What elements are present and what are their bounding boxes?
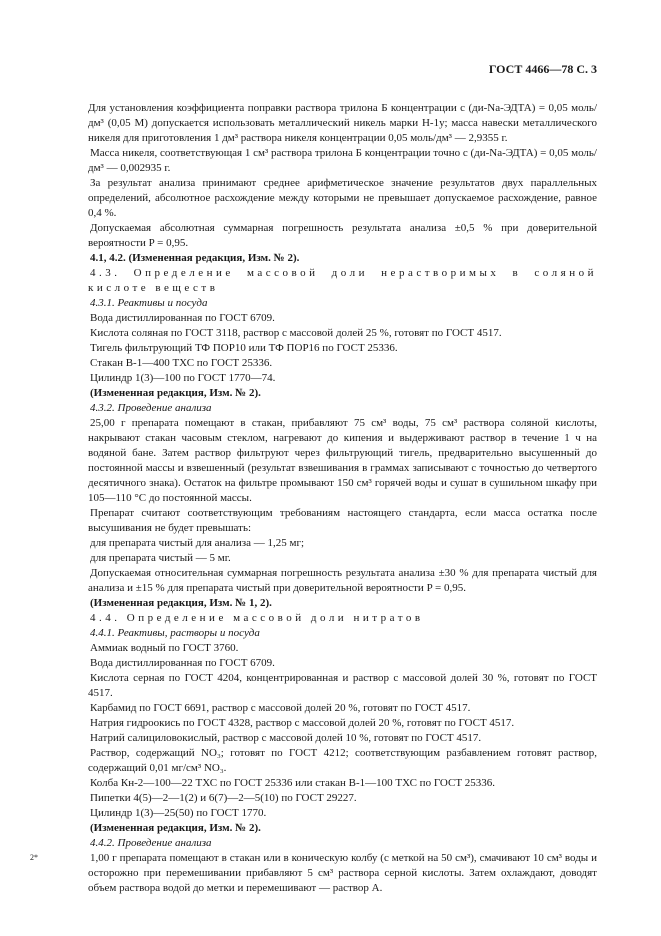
list-item: Кислота серная по ГОСТ 4204, концентрированная и раствор с массовой долей 30 %, готовят по ГОСТ 4517. [88, 672, 597, 699]
paragraph-nickel-mass: Масса никеля, соответствующая 1 см³ раствора трилона Б концентрации точно c (ди-Na-ЭДТА) = 0,05 моль/дм³ — 0,002935 г. [88, 147, 597, 174]
list-item: для препарата чистый для анализа — 1,25 мг; [90, 537, 305, 549]
section-heading-4-4: 4.4. Определение массовой доли нитратов [90, 612, 424, 624]
list-item: Тигель фильтрующий ТФ ПОР10 или ТФ ПОР16 по ГОСТ 25336. [90, 342, 398, 354]
amendment-note: 4.1, 4.2. (Измененная редакция, Изм. № 2). [90, 252, 300, 264]
page-header: ГОСТ 4466—78 С. 3 [488, 62, 597, 76]
paragraph-relative-error: Допускаемая относительная суммарная погрешность результата анализа ±30 % для препарата чистый для анализа и ±15 % для препарата чистый при доверительной вероятности P = 0,95. [88, 567, 597, 594]
list-item: Стакан В-1—400 ТХС по ГОСТ 25336. [90, 357, 273, 369]
list-item: Колба Кн-2—100—22 ТХС по ГОСТ 25336 или стакан В-1—100 ТХС по ГОСТ 25336. [90, 777, 496, 789]
list-item: Карбамид по ГОСТ 6691, раствор с массовой долей 20 %, готовят по ГОСТ 4517. [90, 702, 471, 714]
subsection-heading-4-3-1: 4.3.1. Реактивы и посуда [90, 297, 208, 309]
subsection-heading-4-4-2: 4.4.2. Проведение анализа [90, 837, 212, 849]
document-page [88, 62, 597, 896]
list-item: Вода дистиллированная по ГОСТ 6709. [90, 657, 275, 669]
list-item: Вода дистиллированная по ГОСТ 6709. [90, 312, 275, 324]
paragraph-titration-coefficient: Для установления коэффициента поправки раствора трилона Б концентрации c (ди-Na-ЭДТА) = 0,05 моль/дм³ (0,05 М) допускается использовать металлический никель марки Н-1у; масса навески металлического никеля для приготовления 1 дм³ раствора никеля концентрации 0,05 моль/дм³ — 2,9355 г. [88, 102, 597, 144]
document-body [88, 101, 597, 896]
list-item: Раствор, содержащий NO₃; готовят по ГОСТ 4212; соответствующим разбавлением готовят раствор, содержащий 0,01 мг/см³ NO₃. [88, 747, 597, 774]
subsection-heading-4-3-2: 4.3.2. Проведение анализа [90, 402, 212, 414]
paragraph-analysis-result: За результат анализа принимают среднее арифметическое значение результатов двух параллельных определений, абсолютное расхождение между которыми не превышает допускаемое расхождение, равное 0,4 %. [88, 177, 597, 219]
list-item: Кислота соляная по ГОСТ 3118, раствор с массовой долей 25 %, готовят по ГОСТ 4517. [90, 327, 502, 339]
list-item: Цилиндр 1(3)—25(50) по ГОСТ 1770. [90, 807, 267, 819]
list-item: Пипетки 4(5)—2—1(2) и 6(7)—2—5(10) по ГОСТ 29227. [90, 792, 357, 804]
subsection-heading-4-4-1: 4.4.1. Реактивы, растворы и посуда [90, 627, 260, 639]
page-mark: 2* [30, 853, 38, 862]
amendment-note: (Измененная редакция, Изм. № 2). [90, 387, 261, 399]
paragraph-requirement: Препарат считают соответствующим требованиям настоящего стандарта, если масса остатка после высушивания не будет превышать: [88, 507, 597, 534]
list-item: Цилиндр 1(3)—100 по ГОСТ 1770—74. [90, 372, 276, 384]
paragraph-procedure: 25,00 г препарата помещают в стакан, прибавляют 75 см³ воды, 75 см³ раствора соляной кислоты, накрывают стакан часовым стеклом, нагревают до кипения и выдерживают раствор в течение 1 ч на водяной бане. Затем раствор фильтруют через фильтрующий тигель, предварительно высушенный до постоянной массы и взвешенный (результат взвешивания в граммах записывают с точностью до четвертого десятичного знака). Остаток на фильтре промывают 150 см³ горячей воды и сушат в сушильном шкафу при 105—110 °С до постоянной массы. [88, 417, 597, 504]
section-heading-4-3: 4.3. Определение массовой доли нерастворимых в соляной кислоте веществ [88, 267, 597, 294]
list-item: Натрий салициловокислый, раствор с массовой долей 10 %, готовят по ГОСТ 4517. [90, 732, 482, 744]
list-item: Натрия гидроокись по ГОСТ 4328, раствор с массовой долей 20 %, готовят по ГОСТ 4517. [90, 717, 515, 729]
amendment-note: (Измененная редакция, Изм. № 1, 2). [90, 597, 272, 609]
list-item: для препарата чистый — 5 мг. [90, 552, 231, 564]
amendment-note: (Измененная редакция, Изм. № 2). [90, 822, 261, 834]
paragraph-procedure: 1,00 г препарата помещают в стакан или в коническую колбу (с меткой на 50 см³), смачивают 10 см³ воды и осторожно при перемешивании прибавляют 5 см³ раствора серной кислоты. Затем охлаждают, доводят объем раствора водой до метки и перемешивают — раствор А. [88, 852, 597, 894]
list-item: Аммиак водный по ГОСТ 3760. [90, 642, 239, 654]
paragraph-error-bound: Допускаемая абсолютная суммарная погрешность результата анализа ±0,5 % при доверительной вероятности P = 0,95. [88, 222, 597, 249]
